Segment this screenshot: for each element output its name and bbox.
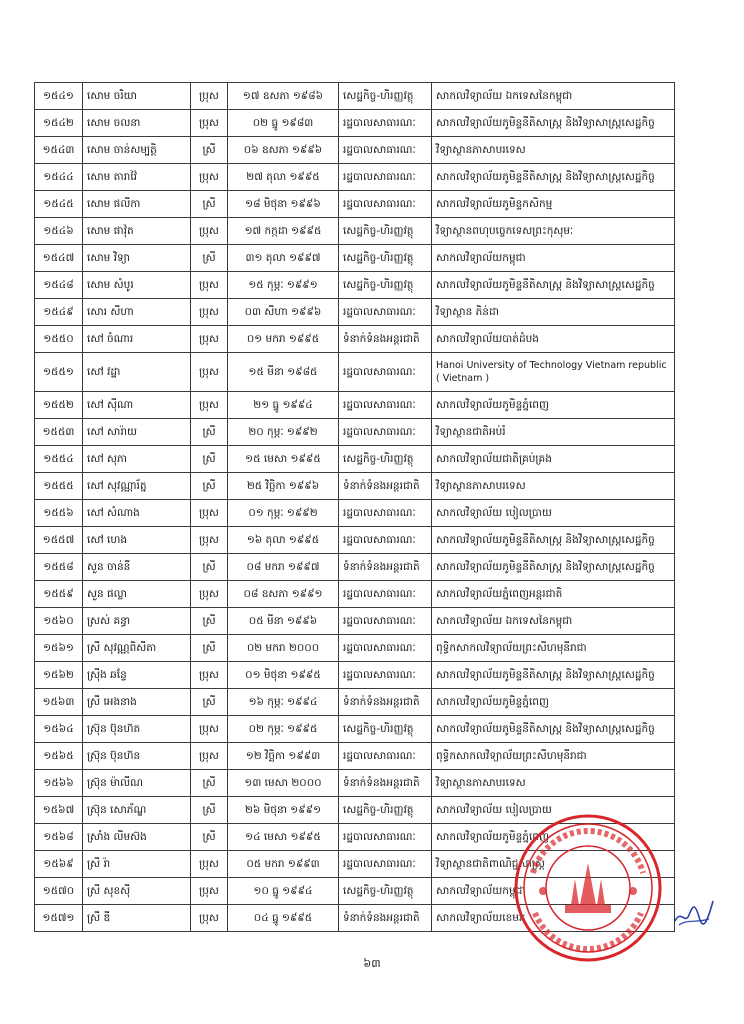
cell-date-of-birth: ១៨ មិថុនា ១៩៩៦: [228, 191, 339, 218]
cell-university: ពុទ្ធិកសាកលវិទ្យាល័យព្រះសីហមុនីរាជា: [432, 743, 675, 770]
cell-major: ទំនាក់ទំនងអន្តរជាតិ: [339, 554, 432, 581]
cell-number: ១៥៥៤: [35, 446, 83, 473]
cell-date-of-birth: ១៥ មីនា ១៩៨៥: [228, 353, 339, 392]
cell-major: រដ្ឋបាលសាធារណៈ: [339, 824, 432, 851]
cell-number: ១៥៦៤: [35, 716, 83, 743]
cell-number: ១៥៦៩: [35, 851, 83, 878]
cell-major: សេដ្ឋកិច្ច-ហិរញ្ញវត្ថុ: [339, 797, 432, 824]
cell-gender: ស្រី: [191, 635, 228, 662]
cell-date-of-birth: ០៨ ឧសភា ១៩៩១: [228, 581, 339, 608]
cell-major: ទំនាក់ទំនងអន្តរជាតិ: [339, 770, 432, 797]
cell-major: សេដ្ឋកិច្ច-ហិរញ្ញវត្ថុ: [339, 446, 432, 473]
cell-gender: ប្រុស: [191, 392, 228, 419]
cell-gender: ប្រុស: [191, 500, 228, 527]
table-row: [35, 608, 675, 635]
cell-name: សៅ ស៊ីណា: [83, 392, 191, 419]
cell-university: Hanoi University of Technology Vietnam republic ( Vietnam ): [432, 353, 675, 392]
cell-gender: ស្រី: [191, 797, 228, 824]
cell-date-of-birth: ២៧ តុលា ១៩៩៥: [228, 164, 339, 191]
cell-university: វិទ្យាស្ថានភាសាបរទេស: [432, 473, 675, 500]
cell-gender: ប្រុស: [191, 905, 228, 932]
cell-gender: ប្រុស: [191, 527, 228, 554]
table-row: [35, 299, 675, 326]
cell-major: សេដ្ឋកិច្ច-ហិរញ្ញវត្ថុ: [339, 272, 432, 299]
cell-university: ពុទ្ធិកសាកលវិទ្យាល័យព្រះសីហមុនីរាជា: [432, 635, 675, 662]
cell-date-of-birth: ៣១ តុលា ១៩៩៧: [228, 245, 339, 272]
cell-major: រដ្ឋបាលសាធារណៈ: [339, 137, 432, 164]
cell-gender: ប្រុស: [191, 878, 228, 905]
table-row: [35, 689, 675, 716]
cell-university: សាកលវិទ្យាល័យភូមិន្ទភ្នំពេញ: [432, 392, 675, 419]
cell-number: ១៥៤៨: [35, 272, 83, 299]
cell-number: ១៥៤៧: [35, 245, 83, 272]
cell-university: សាកលវិទ្យាល័យភូមិន្ទភ្នំពេញ: [432, 824, 675, 851]
cell-university: សាកលវិទ្យាល័យភ្នំពេញអន្តរជាតិ: [432, 581, 675, 608]
cell-name: សៅ សារ៉ាយ: [83, 419, 191, 446]
table-row: [35, 500, 675, 527]
candidate-table: [34, 82, 675, 932]
cell-name: សៅ ហេង: [83, 527, 191, 554]
cell-major: រដ្ឋបាលសាធារណៈ: [339, 110, 432, 137]
cell-gender: ប្រុស: [191, 326, 228, 353]
cell-date-of-birth: ០២ មករា ២០០០: [228, 635, 339, 662]
table-row: [35, 716, 675, 743]
cell-university: វិទ្យាស្ថានភាសាបរទេស: [432, 770, 675, 797]
cell-name: ស៊្រុន ប៊ុនហ៊ន: [83, 743, 191, 770]
cell-name: ស្រី សុវណ្ណពិសីតា: [83, 635, 191, 662]
cell-name: សៅ សំណាង: [83, 500, 191, 527]
cell-number: ១៥៤៣: [35, 137, 83, 164]
cell-gender: ប្រុស: [191, 353, 228, 392]
cell-date-of-birth: ២៥ វិច្ឆិកា ១៩៩៦: [228, 473, 339, 500]
cell-number: ១៥៦៥: [35, 743, 83, 770]
cell-name: សោម ចរិយា: [83, 83, 191, 110]
cell-number: ១៥៤៩: [35, 299, 83, 326]
cell-number: ១៥៥១: [35, 353, 83, 392]
cell-university: សាកលវិទ្យាល័យជាតិគ្រប់គ្រង: [432, 446, 675, 473]
cell-major: រដ្ឋបាលសាធារណៈ: [339, 743, 432, 770]
table-row: [35, 473, 675, 500]
cell-gender: ប្រុស: [191, 662, 228, 689]
table-row: [35, 581, 675, 608]
cell-university: វិទ្យាស្ថាន ភិន់ដា: [432, 299, 675, 326]
cell-gender: ប្រុស: [191, 743, 228, 770]
table-row: [35, 326, 675, 353]
cell-date-of-birth: ០៤ ធ្នូ ១៩៩៥: [228, 905, 339, 932]
table-row: [35, 164, 675, 191]
table-row: [35, 770, 675, 797]
cell-number: ១៥៤២: [35, 110, 83, 137]
cell-major: រដ្ឋបាលសាធារណៈ: [339, 851, 432, 878]
cell-name: ស៊្រុន ប៊ុនហ៊ត: [83, 716, 191, 743]
cell-number: ១៥៤១: [35, 83, 83, 110]
cell-name: សោម ចលនា: [83, 110, 191, 137]
cell-gender: ស្រី: [191, 824, 228, 851]
cell-number: ១៥៦១: [35, 635, 83, 662]
cell-gender: ប្រុស: [191, 581, 228, 608]
cell-gender: ស្រី: [191, 554, 228, 581]
cell-gender: ស្រី: [191, 608, 228, 635]
cell-gender: ស្រី: [191, 446, 228, 473]
cell-date-of-birth: ១២ វិច្ឆិកា ១៩៩៣: [228, 743, 339, 770]
cell-name: ស្រ៊ីង ឆន្ទែ: [83, 662, 191, 689]
cell-name: ស្រី ឌី: [83, 905, 191, 932]
cell-date-of-birth: ០៨ មករា ១៩៩៧: [228, 554, 339, 581]
cell-name: សោម វិទ្យា: [83, 245, 191, 272]
cell-gender: ប្រុស: [191, 716, 228, 743]
cell-gender: ប្រុស: [191, 851, 228, 878]
cell-major: ទំនាក់ទំនងអន្តរជាតិ: [339, 905, 432, 932]
cell-major: សេដ្ឋកិច្ច-ហិរញ្ញវត្ថុ: [339, 83, 432, 110]
cell-gender: ស្រី: [191, 689, 228, 716]
cell-name: សោម ផលីកា: [83, 191, 191, 218]
cell-name: សួន ផល្លា: [83, 581, 191, 608]
cell-date-of-birth: ២៦ មិថុនា ១៩៩១: [228, 797, 339, 824]
cell-number: ១៥៦៧: [35, 797, 83, 824]
cell-number: ១៥៦៨: [35, 824, 83, 851]
cell-number: ១៥៤៦: [35, 218, 83, 245]
cell-major: ទំនាក់ទំនងអន្តរជាតិ: [339, 326, 432, 353]
cell-date-of-birth: ០៦ ឧសភា ១៩៩៦: [228, 137, 339, 164]
cell-major: រដ្ឋបាលសាធារណៈ: [339, 164, 432, 191]
candidate-list-sheet: [34, 82, 674, 932]
cell-number: ១៥៥៥: [35, 473, 83, 500]
cell-university: វិទ្យាស្ថានជាតិពាណិជ្ជសាស្ត្រ: [432, 851, 675, 878]
table-row: [35, 743, 675, 770]
cell-major: រដ្ឋបាលសាធារណៈ: [339, 635, 432, 662]
cell-university: សាកលវិទ្យាល័យភូមិន្ទភ្នំពេញ: [432, 689, 675, 716]
cell-date-of-birth: ០៣ សីហា ១៩៩៦: [228, 299, 339, 326]
table-row: [35, 446, 675, 473]
cell-number: ១៥៥០: [35, 326, 83, 353]
cell-university: សាកលវិទ្យាល័យបាត់ដំបង: [432, 326, 675, 353]
table-row: [35, 662, 675, 689]
cell-date-of-birth: ២០ កុម្ភៈ ១៩៩២: [228, 419, 339, 446]
cell-university: សាកលវិទ្យាល័យភូមិន្ទនីតិសាស្ត្រ និងវិទ្យាសាស្ត្រសេដ្ឋកិច្ច: [432, 164, 675, 191]
cell-number: ១៥៥៨: [35, 554, 83, 581]
cell-name: សោម តារាវ៉ៃ: [83, 164, 191, 191]
cell-university: សាកលវិទ្យាល័យ បៀលប្រាយ: [432, 500, 675, 527]
cell-number: ១៥៦៣: [35, 689, 83, 716]
cell-name: សួន ចាន់នី: [83, 554, 191, 581]
cell-date-of-birth: ០៥ មីនា ១៩៩៦: [228, 608, 339, 635]
cell-date-of-birth: ០១ មករា ១៩៩៥: [228, 326, 339, 353]
cell-gender: ប្រុស: [191, 299, 228, 326]
cell-number: ១៥៤៤: [35, 164, 83, 191]
cell-date-of-birth: ០១ មិថុនា ១៩៩៥: [228, 662, 339, 689]
candidate-table-body: [35, 83, 675, 932]
page-number: ៦៣: [363, 957, 381, 970]
table-row: [35, 635, 675, 662]
cell-number: ១៥៥៧: [35, 527, 83, 554]
cell-university: វិទ្យាស្ថានជាតិអប់រំ: [432, 419, 675, 446]
cell-major: រដ្ឋបាលសាធារណៈ: [339, 299, 432, 326]
cell-number: ១៥៥៣: [35, 419, 83, 446]
cell-name: ស្រី រ៉ា: [83, 851, 191, 878]
cell-major: សេដ្ឋកិច្ច-ហិរញ្ញវត្ថុ: [339, 245, 432, 272]
cell-date-of-birth: ០២ កុម្ភៈ ១៩៩៥: [228, 716, 339, 743]
cell-university: សាកលវិទ្យាល័យ បៀលប្រាយ: [432, 797, 675, 824]
cell-major: រដ្ឋបាលសាធារណៈ: [339, 500, 432, 527]
cell-date-of-birth: ១៣ មេសា ២០០០: [228, 770, 339, 797]
cell-university: សាកលវិទ្យាល័យភូមិន្ទនីតិសាស្ត្រ និងវិទ្យាសាស្ត្រសេដ្ឋកិច្ច: [432, 272, 675, 299]
cell-gender: ប្រុស: [191, 83, 228, 110]
cell-date-of-birth: ២១ ធ្នូ ១៩៩៤: [228, 392, 339, 419]
handwritten-signature: [671, 895, 715, 929]
cell-gender: ស្រី: [191, 137, 228, 164]
cell-name: សោម សំបូរ: [83, 272, 191, 299]
cell-major: រដ្ឋបាលសាធារណៈ: [339, 608, 432, 635]
cell-major: សេដ្ឋកិច្ច-ហិរញ្ញវត្ថុ: [339, 716, 432, 743]
cell-university: សាកលវិទ្យាល័យ ឯកទេសនៃកម្ពុជា: [432, 608, 675, 635]
cell-gender: ស្រី: [191, 191, 228, 218]
cell-date-of-birth: ០១ កុម្ភៈ ១៩៩២: [228, 500, 339, 527]
cell-date-of-birth: ១០ ធ្នូ ១៩៩៤: [228, 878, 339, 905]
cell-gender: ស្រី: [191, 419, 228, 446]
cell-university: សាកលវិទ្យាល័យកម្ពុជា: [432, 245, 675, 272]
cell-major: រដ្ឋបាលសាធារណៈ: [339, 419, 432, 446]
cell-name: ស៊្រុន សោភ័ណ្ឌ: [83, 797, 191, 824]
cell-major: សេដ្ឋកិច្ច-ហិរញ្ញវត្ថុ: [339, 218, 432, 245]
cell-name: ស្រី អេងនាង: [83, 689, 191, 716]
cell-major: រដ្ឋបាលសាធារណៈ: [339, 353, 432, 392]
table-row: [35, 218, 675, 245]
cell-gender: ស្រី: [191, 245, 228, 272]
cell-date-of-birth: ១៧ កក្កដា ១៩៩៥: [228, 218, 339, 245]
cell-number: ១៥៥៩: [35, 581, 83, 608]
table-row: [35, 353, 675, 392]
cell-gender: ប្រុស: [191, 110, 228, 137]
table-row: [35, 392, 675, 419]
cell-university: សាកលវិទ្យាល័យភូមិន្ទនីតិសាស្ត្រ និងវិទ្យាសាស្ត្រសេដ្ឋកិច្ច: [432, 554, 675, 581]
cell-name: សៅ សុភា: [83, 446, 191, 473]
table-row: [35, 137, 675, 164]
cell-gender: ប្រុស: [191, 164, 228, 191]
cell-date-of-birth: ១៤ មេសា ១៩៩៥: [228, 824, 339, 851]
cell-university: សាកលវិទ្យាល័យខេមរៈ: [432, 905, 675, 932]
cell-number: ១៥៦០: [35, 608, 83, 635]
cell-date-of-birth: ០២ ធ្នូ ១៩៨៣: [228, 110, 339, 137]
cell-name: ស៊្រុន ម៉ាលីណ: [83, 770, 191, 797]
table-row: [35, 245, 675, 272]
table-row: [35, 272, 675, 299]
cell-name: សៅ វដ្ឋា: [83, 353, 191, 392]
table-row: [35, 110, 675, 137]
cell-name: ស្រស់ គន្ធា: [83, 608, 191, 635]
cell-major: ទំនាក់ទំនងអន្តរជាតិ: [339, 689, 432, 716]
cell-major: រដ្ឋបាលសាធារណៈ: [339, 662, 432, 689]
cell-number: ១៥៥២: [35, 392, 83, 419]
table-row: [35, 527, 675, 554]
cell-number: ១៥៦២: [35, 662, 83, 689]
cell-name: សោម ផាវ៉ុត: [83, 218, 191, 245]
cell-gender: ស្រី: [191, 473, 228, 500]
cell-major: រដ្ឋបាលសាធារណៈ: [339, 191, 432, 218]
cell-university: វិទ្យាស្ថានពហុបច្ចេកទេសព្រះកុសុមៈ: [432, 218, 675, 245]
cell-date-of-birth: ០៥ មករា ១៩៩៣: [228, 851, 339, 878]
cell-major: រដ្ឋបាលសាធារណៈ: [339, 527, 432, 554]
cell-university: សាកលវិទ្យាល័យភូមិន្ទនីតិសាស្ត្រ និងវិទ្យាសាស្ត្រសេដ្ឋកិច្ច: [432, 110, 675, 137]
cell-number: ១៥៥៦: [35, 500, 83, 527]
cell-gender: ប្រុស: [191, 218, 228, 245]
cell-number: ១៥៤៥: [35, 191, 83, 218]
cell-university: សាកលវិទ្យាល័យភូមិន្ទនីតិសាស្ត្រ និងវិទ្យាសាស្ត្រសេដ្ឋកិច្ច: [432, 716, 675, 743]
cell-date-of-birth: ១៧ ឧសភា ១៩៨៦: [228, 83, 339, 110]
cell-number: ១៥៧០: [35, 878, 83, 905]
cell-major: រដ្ឋបាលសាធារណៈ: [339, 392, 432, 419]
cell-name: ស្រី សុខស៊ី: [83, 878, 191, 905]
cell-date-of-birth: ១៦ តុលា ១៩៩៥: [228, 527, 339, 554]
cell-university: វិទ្យាស្ថានភាសាបរទេស: [432, 137, 675, 164]
table-row: [35, 554, 675, 581]
cell-name: ស្រាំង លីមស៊ង: [83, 824, 191, 851]
cell-date-of-birth: ១៦ កុម្ភៈ ១៩៩៤: [228, 689, 339, 716]
cell-major: រដ្ឋបាលសាធារណៈ: [339, 581, 432, 608]
cell-university: សាកលវិទ្យាល័យ ឯកទេសនៃកម្ពុជា: [432, 83, 675, 110]
cell-gender: ស្រី: [191, 770, 228, 797]
cell-number: ១៥៦៦: [35, 770, 83, 797]
cell-number: ១៥៧១: [35, 905, 83, 932]
cell-university: សាកលវិទ្យាល័យភូមិន្ទនីតិសាស្ត្រ និងវិទ្យាសាស្ត្រសេដ្ឋកិច្ច: [432, 662, 675, 689]
cell-name: សៅ សុវណ្ណារ័ត្ន: [83, 473, 191, 500]
table-row: [35, 419, 675, 446]
official-seal-stamp: [513, 813, 663, 963]
cell-gender: ប្រុស: [191, 272, 228, 299]
cell-university: សាកលវិទ្យាល័យភូមិន្ទកសិកម្ម: [432, 191, 675, 218]
cell-major: ទំនាក់ទំនងអន្តរជាតិ: [339, 473, 432, 500]
cell-date-of-birth: ១៥ មេសា ១៩៩៥: [228, 446, 339, 473]
cell-date-of-birth: ១៥ កុម្ភៈ ១៩៩១: [228, 272, 339, 299]
cell-university: សាកលវិទ្យាល័យកម្ពុជា: [432, 878, 675, 905]
table-row: [35, 83, 675, 110]
cell-name: សោម ចាន់សម្បត្តិ: [83, 137, 191, 164]
cell-name: សៅ ចំណារ: [83, 326, 191, 353]
table-row: [35, 191, 675, 218]
cell-name: សោរ សីហា: [83, 299, 191, 326]
cell-university: សាកលវិទ្យាល័យភូមិន្ទនីតិសាស្ត្រ និងវិទ្យាសាស្ត្រសេដ្ឋកិច្ច: [432, 527, 675, 554]
cell-major: សេដ្ឋកិច្ច-ហិរញ្ញវត្ថុ: [339, 878, 432, 905]
